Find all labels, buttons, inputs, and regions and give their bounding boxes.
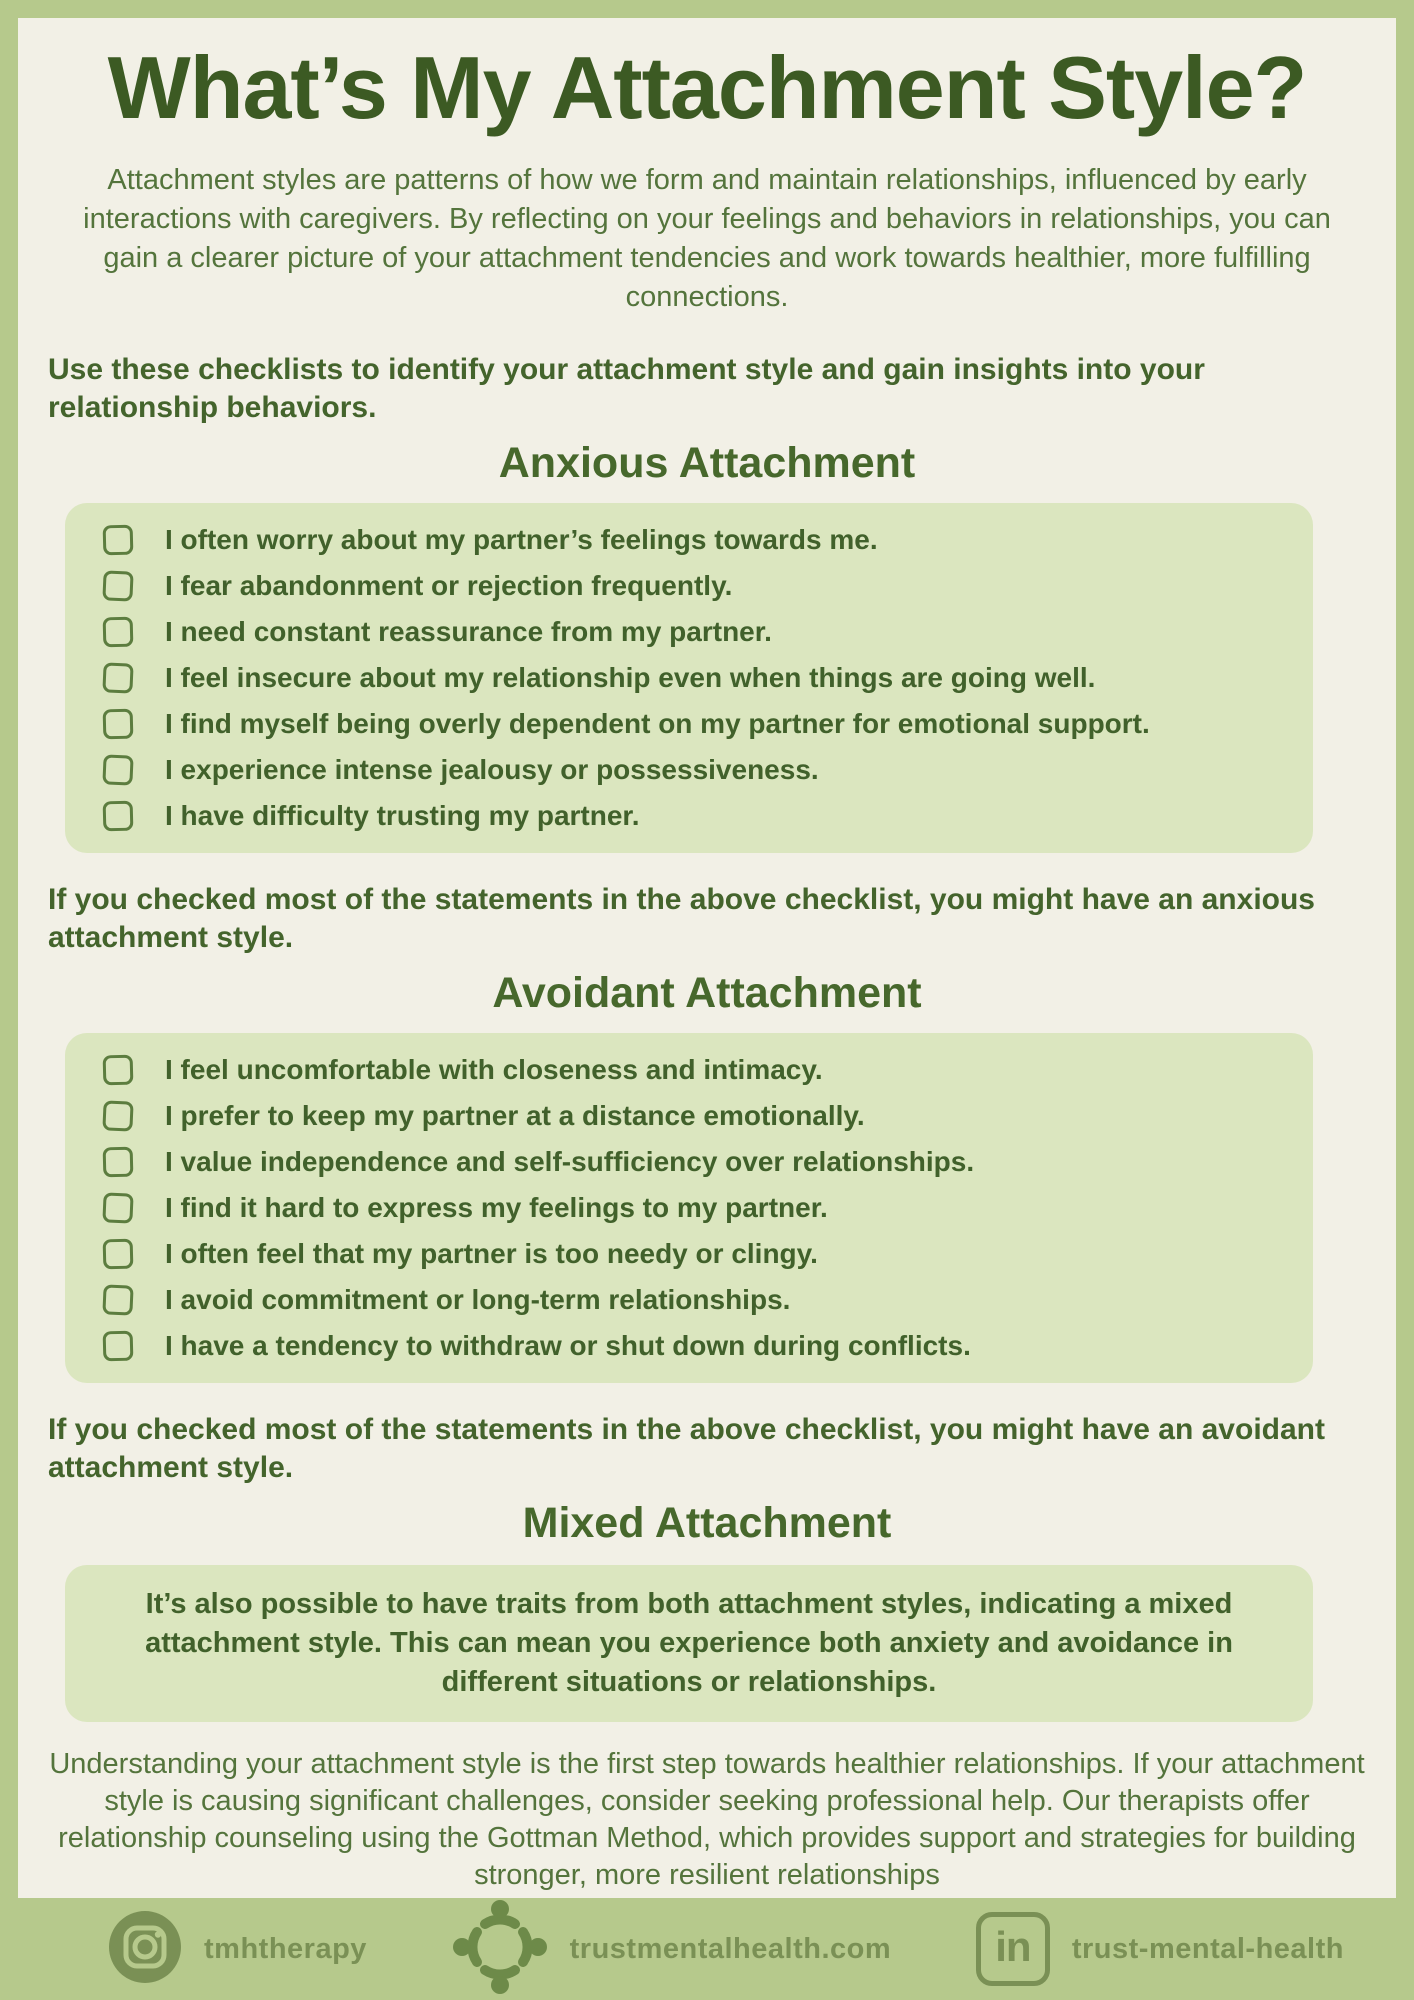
avoidant-result-text: If you checked most of the statements in the above checklist, you might have an avoidant attachment style. [48,1413,1325,1485]
worksheet-content [18,18,1396,1898]
checklist-item [85,609,1289,655]
checklist-item [85,1093,1289,1139]
checkbox[interactable] [103,1147,134,1178]
checklist-item [85,1231,1289,1277]
checkbox[interactable] [102,754,133,785]
anxious-result-text: If you checked most of the statements in the above checklist, you might have an anxious attachment style. [48,883,1315,955]
checklist-item-label: I have a tendency to withdraw or shut down during conflicts. [165,1330,971,1362]
checklist-item-label: I feel uncomfortable with closeness and intimacy. [165,1054,823,1086]
checklist-item-label: I prefer to keep my partner at a distance emotionally. [165,1100,865,1132]
checklist-item-label: I often worry about my partner’s feelings towards me. [165,524,878,556]
checkbox[interactable] [102,662,133,693]
checklist-item [85,1047,1289,1093]
section-heading-avoidant: Avoidant Attachment [492,969,922,1018]
checklist-item-label: I find myself being overly dependent on my partner for emotional support. [165,708,1150,740]
checkbox[interactable] [103,801,134,832]
section-heading-mixed: Mixed Attachment [522,1499,892,1548]
mixed-note-text: It’s also possible to have traits from both attachment styles, indicating a mixed attachment style. This can mean you experience both anxiety and avoidance in different situations or relationships. [145,1588,1233,1699]
checkbox[interactable] [102,1100,133,1131]
checkbox[interactable] [102,570,133,601]
checklist-item-label: I experience intense jealousy or possessiveness. [165,754,819,786]
lead-paragraph: Use these checklists to identify your attachment style and gain insights into your relationship behaviors. [48,353,1205,425]
checkbox[interactable] [103,525,134,556]
website-link[interactable] [452,1899,892,2000]
checklist-item [85,1185,1289,1231]
checklist-item [85,655,1289,701]
checkbox[interactable] [103,1239,134,1270]
checklist-item [85,1323,1289,1369]
checklist-item-label: I often feel that my partner is too needy or clingy. [165,1238,818,1270]
anxious-checklist-card [65,503,1313,853]
checklist-item [85,701,1289,747]
checklist-item-label: I fear abandonment or rejection frequently. [165,570,733,602]
checkbox[interactable] [103,709,134,740]
mixed-note-card [65,1565,1313,1722]
website-label: trustmentalhealth.com [569,1932,892,1965]
checklist-item [85,1277,1289,1323]
checklist-item-label: I feel insecure about my relationship even when things are going well. [165,662,1096,694]
section-heading-anxious: Anxious Attachment [498,439,916,488]
linkedin-label: trust-mental-health [1071,1932,1344,1965]
instagram-label: tmhtherapy [204,1932,367,1965]
checklist-item-label: I need constant reassurance from my partner. [165,616,772,648]
linkedin-icon: in [976,1912,1050,1986]
checklist-item [85,1139,1289,1185]
checkbox[interactable] [103,1331,134,1362]
avoidant-checklist-card [65,1033,1313,1383]
checklist-item-label: I find it hard to express my feelings to my partner. [165,1192,828,1224]
checkbox[interactable] [103,617,134,648]
people-circle-logo [452,1899,548,2000]
closing-paragraph: Understanding your attachment style is the first step towards healthier relationships. If your attachment style is causing significant challenges, consider seeking professional help. Our therapists offer relationship counseling using the Gottman Method, which provides support and strategies for building stronger, more resilient relationships [49,1748,1365,1892]
instagram-handle[interactable] [108,1910,367,1989]
checkbox[interactable] [102,1284,133,1315]
checkbox[interactable] [102,1192,133,1223]
checklist-item-label: I avoid commitment or long-term relationships. [165,1284,791,1316]
checklist-item [85,563,1289,609]
footer-bar [0,1898,1414,2000]
checklist-item [85,793,1289,839]
instagram-icon [108,1910,182,1989]
page-title: What’s My Attachment Style? [107,38,1307,137]
checklist-item-label: I value independence and self-sufficiency over relationships. [165,1146,975,1178]
linkedin-handle[interactable] [976,1912,1344,1986]
checkbox[interactable] [103,1055,134,1086]
checklist-item [85,747,1289,793]
checklist-item-label: I have difficulty trusting my partner. [165,800,640,832]
checklist-item [85,517,1289,563]
intro-paragraph: Attachment styles are patterns of how we form and maintain relationships, influenced by early interactions with caregivers. By reflecting on your feelings and behaviors in relationships, you can gain a clearer picture of your attachment tendencies and work towards healthier, more fulfilling connections. [83,164,1331,314]
